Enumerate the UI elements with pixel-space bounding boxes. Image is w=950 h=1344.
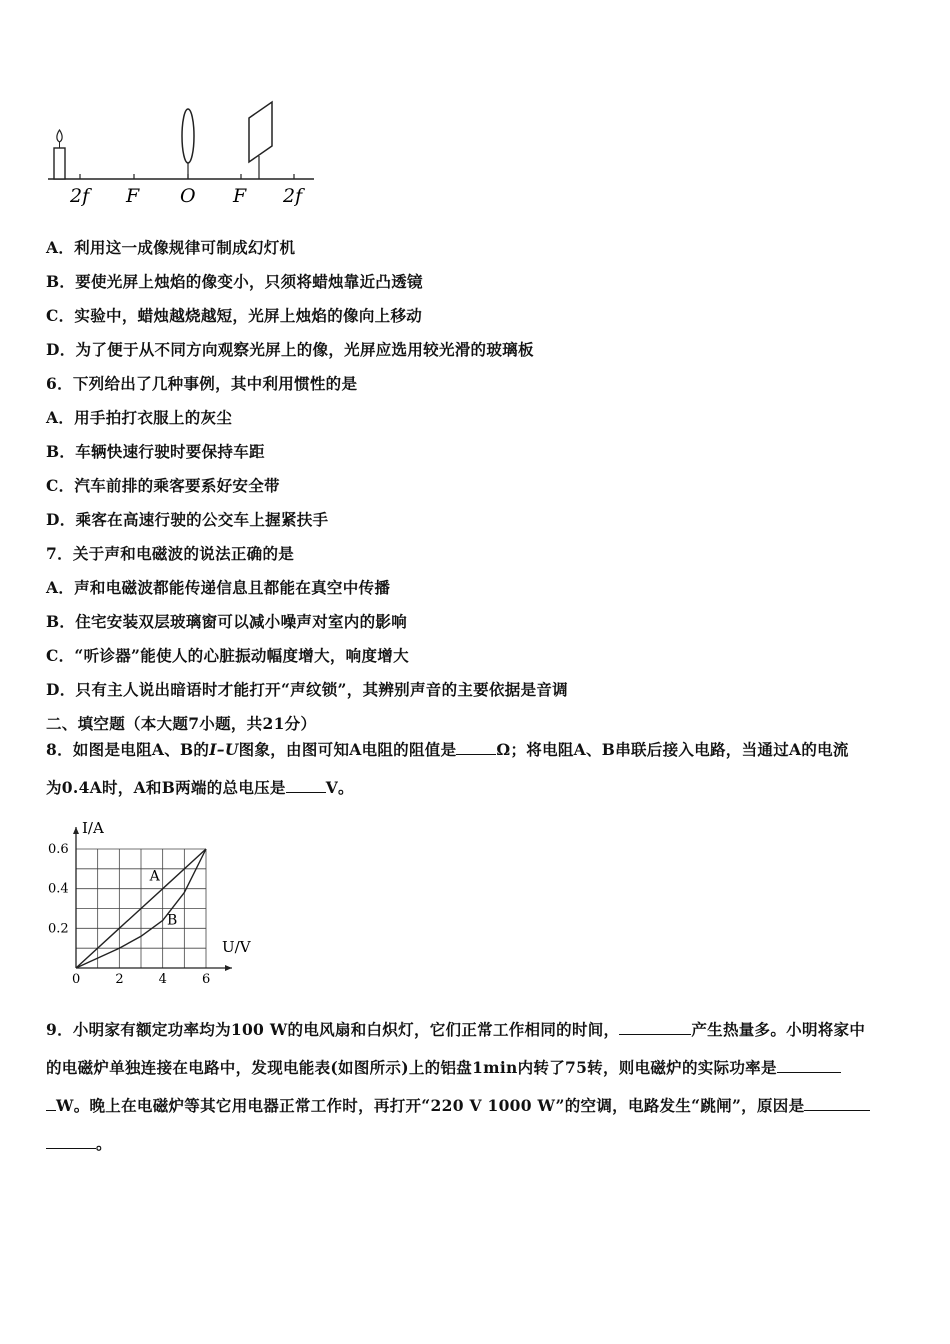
candle-body: [54, 148, 65, 179]
q7-option-a: A．声和电磁波都能传递信息且都能在真空中传播: [46, 578, 391, 597]
q6-stem: 6．下列给出了几种事例，其中利用惯性的是: [46, 374, 358, 393]
y-tick-label: 0.2: [48, 921, 69, 937]
q5-option-c: C．实验中，蜡烛越烧越短，光屏上烛焰的像向上移动: [46, 306, 423, 325]
q5-option-d: D．为了便于从不同方向观察光屏上的像，光屏应选用较光滑的玻璃板: [46, 340, 534, 359]
x-tick-label: 2: [115, 972, 124, 987]
label-f-right: F: [233, 185, 247, 207]
q7-option-b: B．住宅安装双层玻璃窗可以减小噪声对室内的影响: [46, 612, 408, 631]
q6-option-a: A．用手拍打衣服上的灰尘: [46, 408, 233, 427]
q5-option-b: B．要使光屏上烛焰的像变小，只须将蜡烛靠近凸透镜: [46, 272, 423, 291]
q9-line-3: W。晚上在电磁炉等其它用电器正常工作时，再打开“220 V 1000 W”的空调，电路发生“跳闸”，原因是: [46, 1094, 870, 1116]
light-screen: [249, 102, 272, 162]
q6-option-c: C．汽车前排的乘客要系好安全带: [46, 476, 280, 495]
q7-option-c: C．“听诊器”能使人的心脏振动幅度增大，响度增大: [46, 646, 409, 665]
x-axis-arrow-icon: [225, 965, 232, 971]
label-f-left: F: [126, 185, 140, 207]
q6-option-d: D．乘客在高速行驶的公交车上握紧扶手: [46, 510, 329, 529]
series-label-b: B: [167, 912, 178, 929]
q9-blank-2[interactable]: [777, 1058, 841, 1073]
q9-blank-2-cont[interactable]: [46, 1096, 56, 1111]
y-axis-label: I/A: [82, 819, 104, 837]
q7-option-d: D．只有主人说出暗语时才能打开“声纹锁”，其辨别声音的主要依据是音调: [46, 680, 568, 699]
x-axis-label: U/V: [222, 938, 251, 956]
q8-line-2: 为0.4A时，A和B两端的总电压是 V。: [46, 778, 354, 797]
q9-blank-3-cont[interactable]: [46, 1134, 96, 1149]
q6-option-b: B．车辆快速行驶时要保持车距: [46, 442, 265, 461]
q9-line-1: 9．小明家有额定功率均为100 W的电风扇和白炽灯，它们正常工作相同的时间， 产生热量多。小明将家中: [46, 1020, 866, 1039]
candle-flame-icon: [57, 130, 62, 142]
q9-line-2: 的电磁炉单独连接在电路中，发现电能表(如图所示)上的铝盘1min内转了75转，则电磁炉的实际功率是: [46, 1056, 841, 1078]
y-tick-label: 0.4: [48, 881, 69, 897]
q9-line-4: 。: [46, 1132, 112, 1154]
iu-chart: [40, 808, 270, 988]
q8-blank-1[interactable]: [456, 740, 496, 755]
q5-option-a: A．利用这一成像规律可制成幻灯机: [46, 238, 296, 257]
q8-line-1: 8．如图是电阻A、B的I–U图象，由图可知A电阻的阻值是 Ω；将电阻A、B串联后接入电路，当通过A的电流: [46, 740, 849, 759]
label-o: O: [180, 185, 196, 207]
label-2f-right: 2f: [283, 185, 303, 207]
x-tick-label: 6: [202, 972, 211, 987]
q9-blank-3[interactable]: [804, 1096, 870, 1111]
x-tick-label: 4: [158, 972, 167, 987]
y-axis-arrow-icon: [73, 827, 79, 834]
q8-iu-symbol: I–U: [209, 740, 239, 759]
lens-experiment-figure: [40, 96, 330, 214]
y-tick-label: 0.6: [48, 842, 69, 857]
section-2-title: 二、填空题（本大题7小题，共21分）: [46, 714, 317, 733]
series-label-a: A: [149, 868, 160, 885]
x-tick-label: 0: [72, 972, 81, 987]
q9-blank-1[interactable]: [619, 1020, 691, 1035]
q7-stem: 7．关于声和电磁波的说法正确的是: [46, 544, 295, 563]
label-2f-left: 2f: [70, 185, 90, 207]
convex-lens: [182, 109, 194, 163]
q8-blank-2[interactable]: [286, 778, 326, 793]
